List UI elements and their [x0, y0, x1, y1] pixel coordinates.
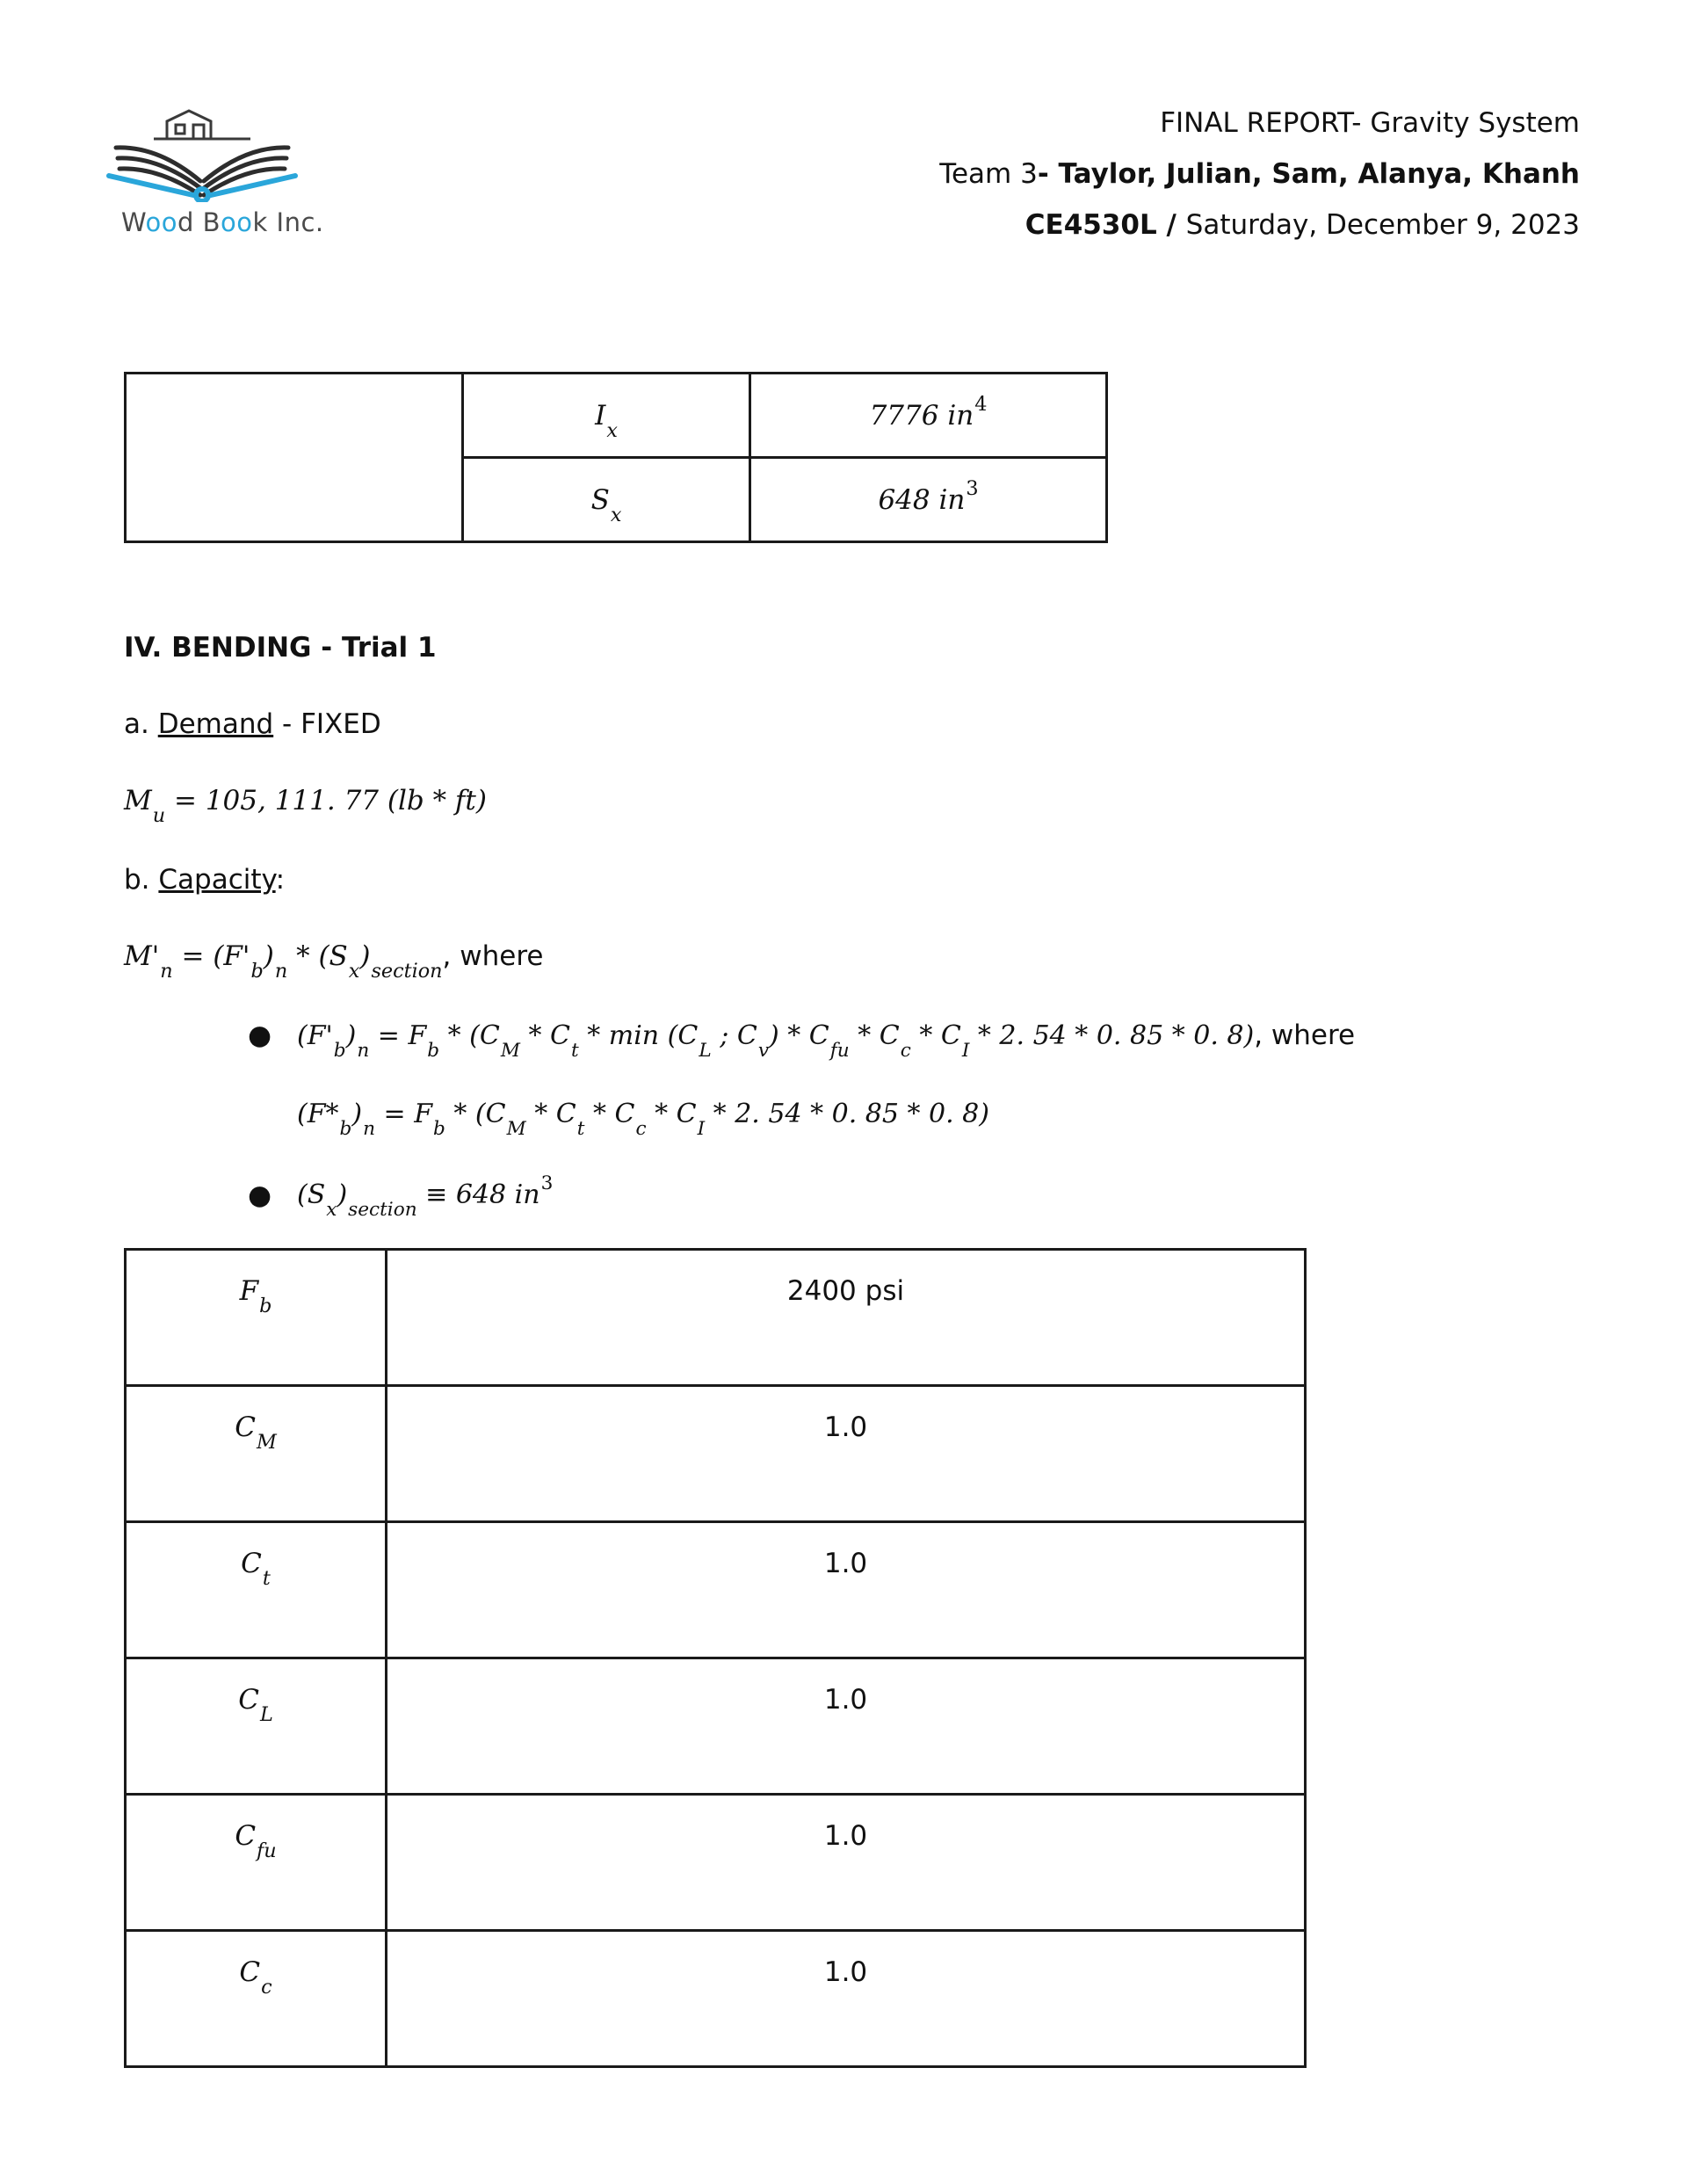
logo-wordmark: Wood Book Inc. [121, 207, 324, 237]
factor-value: 1.0 [387, 1931, 1306, 2067]
table-row [126, 1522, 1306, 1658]
section-properties-table [124, 372, 1108, 543]
report-title: FINAL REPORT- Gravity System [1160, 107, 1580, 139]
bullet-icon: ● [248, 1019, 272, 1051]
factor-value: 1.0 [387, 1795, 1306, 1931]
reference-bending-stress-equation: $(F*_b)_n = F_b * (C_M * C_t * C_c * C_I * 2$. 54 * 0. 85 * 0. 8) [297, 1099, 989, 1140]
demand-line: a. Demand - FIXED [124, 708, 381, 740]
factor-symbol: $C_t$ [126, 1522, 387, 1658]
property-symbol: $I_x$ [463, 374, 750, 458]
section-modulus-equation: $(S_x)_{section} \equiv 648$ $in^3$ [297, 1172, 554, 1221]
table-row [126, 374, 1107, 458]
adjusted-bending-stress-equation: $(F'_b)_n = F_b * (C_M * C_t * \min (C_L$ ; $C_v) * C_{fu} * C_c * C_I * 2$. 54 * 0. 85 * 0. 8), where [297, 1019, 1356, 1062]
adjustment-factors-table [124, 1248, 1307, 2068]
factor-symbol: $C_L$ [126, 1658, 387, 1795]
factor-value: 1.0 [387, 1386, 1306, 1522]
factor-value: 1.0 [387, 1522, 1306, 1658]
section-heading: IV. BENDING - Trial 1 [124, 632, 437, 664]
factor-symbol: $C_{fu}$ [126, 1795, 387, 1931]
empty-cell [126, 374, 463, 542]
factor-symbol: $C_M$ [126, 1386, 387, 1522]
team-line: Team 3- Taylor, Julian, Sam, Alanya, Khanh [939, 158, 1580, 190]
table-row [126, 1658, 1306, 1795]
factor-symbol: $C_c$ [126, 1931, 387, 2067]
factor-value: 1.0 [387, 1658, 1306, 1795]
book-house-icon [105, 104, 299, 202]
capacity-line: b. Capacity: [124, 864, 286, 896]
factor-value: 2400 psi [387, 1250, 1306, 1386]
factor-symbol: $F_b$ [126, 1250, 387, 1386]
table-row [126, 1386, 1306, 1522]
bullet-icon: ● [248, 1179, 272, 1211]
moment-capacity-equation: $M'_n = (F'_b)_n * (S_x)_{section}$, where [124, 940, 544, 983]
property-value: 648 $in^3$ [750, 458, 1107, 542]
moment-demand-equation: $M_u = 105$, 111. 77 (lb * ft) [124, 785, 487, 827]
property-symbol: $S_x$ [463, 458, 750, 542]
company-logo [105, 104, 324, 244]
table-row [126, 1795, 1306, 1931]
table-row [126, 1931, 1306, 2067]
property-value: 7776 $in^4$ [750, 374, 1107, 458]
table-row [126, 1250, 1306, 1386]
course-date-line: CE4530L / Saturday, December 9, 2023 [1025, 209, 1580, 241]
